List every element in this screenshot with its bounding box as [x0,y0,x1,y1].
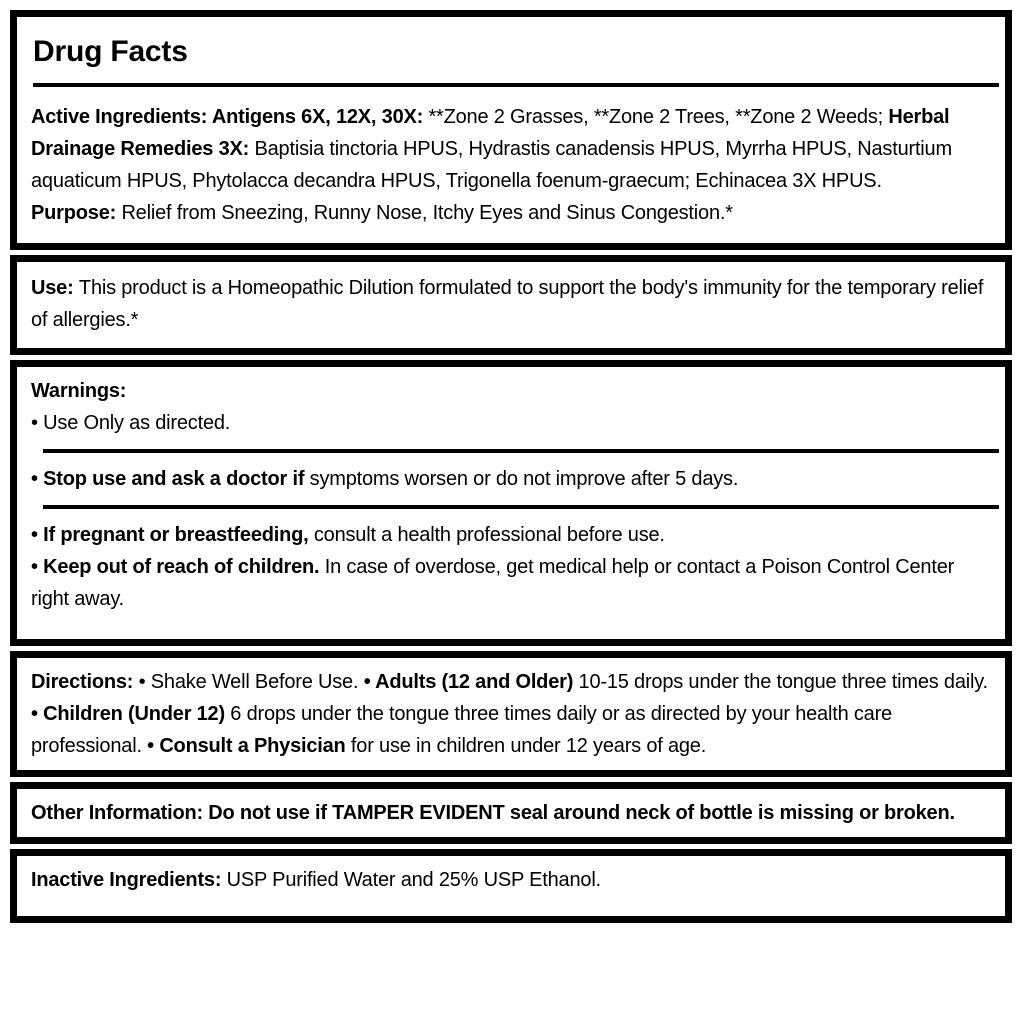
use-text [31,272,991,336]
directions-label: Directions: [31,671,139,693]
warning-use-only-text: • Use Only as directed. [31,412,231,434]
inactive-ingredients-section [10,849,1012,923]
warning-children-text: In case of overdose, get medical help or contact a Poison Control Center right away. [31,556,955,610]
directions-text [31,666,991,762]
use-label: Use: [31,277,79,299]
active-ingredients-text [31,101,991,197]
herbal-remedies-list: Baptisia tinctoria HPUS, Hydrastis canadensis HPUS, Myrrha HPUS, Nasturtium aquaticum HPUS, Phytolacca decandra HPUS, Trigonella foenum-graecum; Echinacea 3X HPUS. [31,138,952,192]
inactive-ingredients-label: Inactive Ingredients: [31,869,227,891]
other-information-value: Other Information: Do not use if TAMPER EVIDENT seal around neck of bottle is missing or broken. [31,802,955,824]
directions-physician-text: for use in children under 12 years of age. [350,735,707,757]
directions-children-label: • Children (Under 12) [31,703,231,725]
purpose-value: Relief from Sneezing, Runny Nose, Itchy Eyes and Sinus Congestion.* [121,202,733,224]
warning-stop-use-text: symptoms worsen or do not improve after 5 days. [309,468,739,490]
other-information-section [10,782,1012,844]
active-ingredients-heading: Active Ingredients: Antigens 6X, 12X, 30X: [31,106,429,128]
inactive-ingredients-text [31,864,991,896]
purpose-label: Purpose: [31,202,122,224]
warning-pregnant-label: • If pregnant or breastfeeding, [31,524,314,546]
purpose-text [31,197,991,229]
warnings-divider-1 [43,449,999,453]
warning-pregnant-text: consult a health professional before use. [313,524,665,546]
active-ingredients-zones: **Zone 2 Grasses, **Zone 2 Trees, **Zone 2 Weeds; [428,106,889,128]
use-section [10,255,1012,355]
warning-stop-use-label: • Stop use and ask a doctor if [31,468,310,490]
warning-children-label: • Keep out of reach of children. [31,556,325,578]
title-divider [33,83,999,87]
warnings-divider-2 [43,505,999,509]
warning-stop-use [31,463,991,495]
warning-use-only [31,407,991,439]
drug-facts-main-section [10,10,1012,250]
warnings-section [10,360,1012,646]
herbal-remedies-heading: Herbal Drainage Remedies 3X: [31,106,950,160]
directions-children-text: 6 drops under the tongue three times daily or as directed by your health care professional. [31,703,892,757]
directions-section [10,651,1012,777]
page-title: Drug Facts [33,35,188,68]
directions-adults-text: 10-15 drops under the tongue three times daily. [578,671,988,693]
directions-physician-label: • Consult a Physician [147,735,351,757]
use-value: This product is a Homeopathic Dilution formulated to support the body's immunity for the temporary relief of allergies.* [31,277,984,331]
warning-pregnant [31,519,991,551]
directions-shake: • Shake Well Before Use. [138,671,364,693]
other-information-text [31,797,991,829]
directions-adults-label: • Adults (12 and Older) [363,671,579,693]
warnings-heading: Warnings: [31,380,127,402]
inactive-ingredients-value: USP Purified Water and 25% USP Ethanol. [226,869,601,891]
warning-children [31,551,991,615]
